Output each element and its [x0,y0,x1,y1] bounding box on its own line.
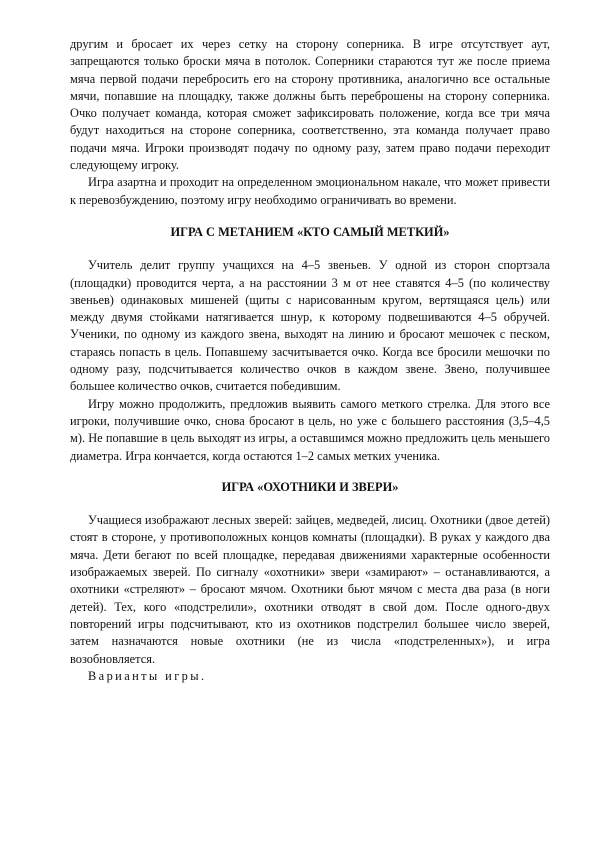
variants-label: Варианты игры. [88,668,207,683]
document-page [70,36,550,685]
section-heading: ИГРА «ОХОТНИКИ И ЗВЕРИ» [221,479,399,494]
paragraph: Игра азартна и проходит на определенном эмоциональном накале, что может привести к перевозбуждению, поэтому игру необходимо ограничивать во времени. [70,175,550,207]
paragraph: Учитель делит группу учащихся на 4–5 звеньев. У одной из сторон спортзала (площадки) проводится черта, а на расстоянии 3 м от нее ставятся 4–5 (по количеству звеньев) одинаковых мишеней (щиты с нарисованным кругом, вертящаяся цель) или между двумя стойками натягивается шнур, к которому подвешиваются 4–5 обручей. Ученики, по одному из каждого звена, выходят на линию и бросают мешочек с песком, стараясь попасть в цель. Попавшему засчитывается очко. Когда все бросили мешочки по одному разу, подсчитывается количество очков в каждом звене. Звено, получившее большее количество очков, считается победившим. [70,258,550,394]
paragraph: Игру можно продолжить, предложив выявить самого меткого стрелка. Для этого все игроки, получившие очко, снова бросают в цель, но уже с большего расстояния (3,5–4,5 м). Не попавшие в цель выходят из игры, а оставшимся можно предложить цель меньшего диаметра. Игра кончается, когда остаются 1–2 самых метких ученика. [70,396,550,463]
paragraph: другим и бросает их через сетку на сторону соперника. В игре отсутствует аут, запрещаются только броски мяча в потолок. Соперники стараются тут же после приема мяча первой подачи перебросить его на сторону противника, аналогично все остальные мячи, попавшие на площадку, также должны быть переброшены на сторону соперника. Очко получает команда, которая сможет зафиксировать положение, когда все три мяча будут находиться на стороне соперника, соответственно, эта команда получает право подачи мяча. Игроки производят подачу по одному разу, затем право подачи переходит следующему игроку. [70,37,550,173]
paragraph: Учащиеся изображают лесных зверей: зайцев, медведей, лисиц. Охотники (двое детей) стоят в стороне, у противоположных концов комнаты (площадки). В руках у каждого два мяча. Дети бегают по всей площадке, передавая движениями характерные особенности изображаемых зверей. По сигналу «охотники» звери «замирают» – останавливаются, а охотники «стреляют» – бросают мячом. Охотники бьют мячом с места два раза (в ноги детей). Тех, кого «подстрелили», охотники отводят в свой дом. После одного-двух повторений игры подсчитывают, кто из охотников подстрелил большее число зверей, затем назначаются новые охотники (не из числа «подстреленных»), и игра возобновляется. [70,513,550,666]
section-heading: ИГРА С МЕТАНИЕМ «КТО САМЫЙ МЕТКИЙ» [170,224,450,239]
